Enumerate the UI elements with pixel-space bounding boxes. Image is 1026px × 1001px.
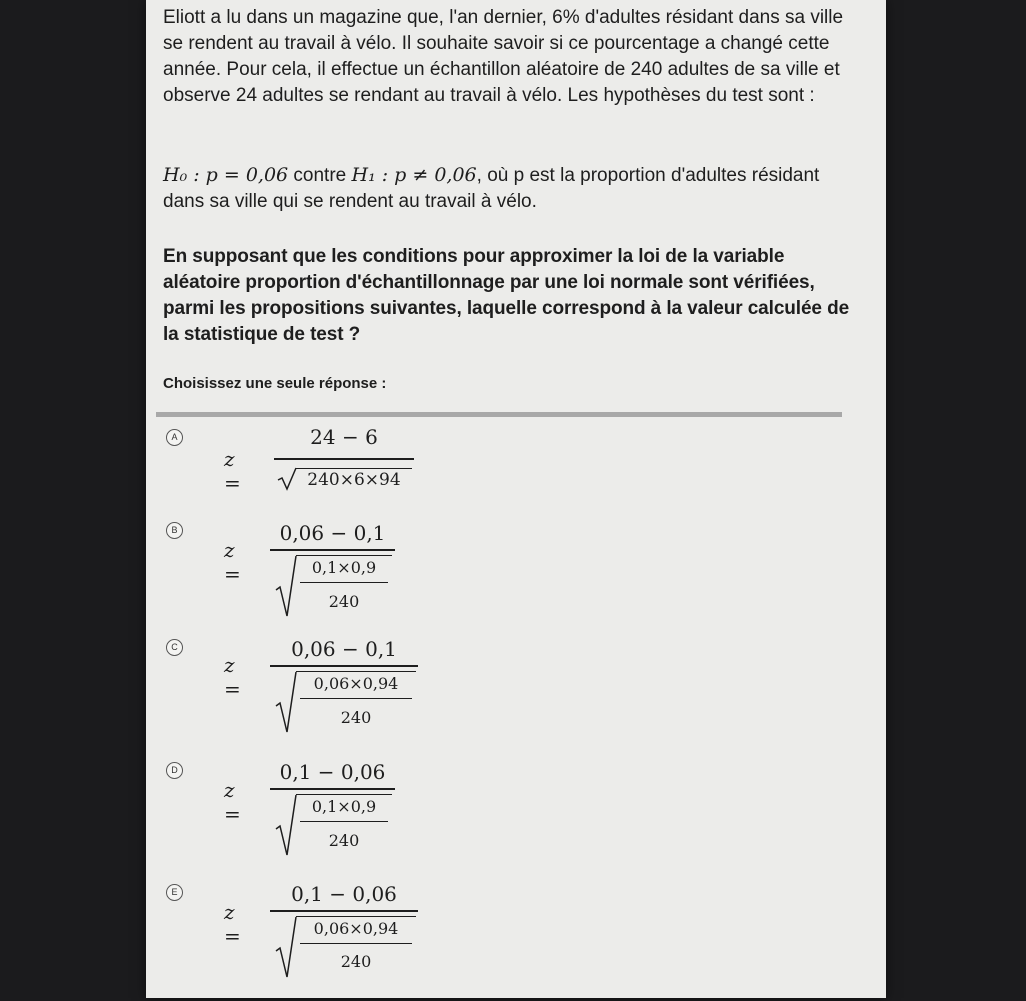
hypothesis-description: , où p est la proportion d'adultes résidant dans sa ville qui se rendent au travail à vélo.: [163, 165, 820, 212]
fraction-bar: [270, 549, 395, 551]
inner-den-b: 240: [328, 592, 360, 611]
inner-num-b: 0,1×0,9: [311, 558, 377, 577]
numerator-e: 0,1 − 0,06: [291, 882, 397, 906]
radio-a[interactable]: A: [166, 429, 183, 446]
sqrt-bar: [296, 916, 416, 917]
radio-c[interactable]: C: [166, 639, 183, 656]
z-label: z =: [224, 900, 241, 948]
contre-text: contre: [288, 165, 352, 186]
inner-num-e: 0,06×0,94: [313, 919, 399, 938]
hypotheses: [163, 162, 863, 215]
h1-hypothesis: H₁ : p ≠ 0,06: [351, 164, 477, 186]
question-text: En supposant que les conditions pour approximer la loi de la variable aléatoire proportion d'échantillonnage par une loi normale sont vérifiées, parmi les propositions suivantes, laquelle correspond à la valeur calculée de la statistique de test ?: [163, 246, 850, 345]
inner-fraction-bar: [300, 821, 388, 822]
inner-den-e: 240: [340, 952, 372, 971]
h0-hypothesis: H₀ : p = 0,06: [163, 164, 289, 186]
option-a[interactable]: [166, 425, 566, 525]
option-b[interactable]: [166, 518, 566, 618]
inner-den-c: 240: [340, 708, 372, 727]
z-label: z =: [224, 538, 241, 586]
divider: [156, 412, 842, 417]
quiz-page: [146, 0, 886, 998]
numerator-d: 0,1 − 0,06: [279, 760, 386, 784]
numerator-a: 24 − 6: [310, 425, 378, 449]
radio-e[interactable]: E: [166, 884, 183, 901]
option-c[interactable]: [166, 635, 566, 735]
sqrt-bar: [296, 555, 392, 556]
inner-den-d: 240: [328, 831, 360, 850]
option-d[interactable]: [166, 758, 566, 858]
radio-b[interactable]: B: [166, 522, 183, 539]
fraction-bar: [270, 788, 395, 790]
fraction-bar: [270, 910, 418, 912]
numerator-b: 0,06 − 0,1: [279, 521, 386, 545]
z-label: z =: [224, 778, 241, 826]
fraction-bar: [274, 458, 414, 460]
z-label: z =: [224, 447, 241, 495]
sqrt-bar: [296, 468, 412, 469]
inner-num-c: 0,06×0,94: [313, 674, 399, 693]
radio-d[interactable]: D: [166, 762, 183, 779]
problem-intro: Eliott a lu dans un magazine que, l'an dernier, 6% d'adultes résidant dans sa ville se rendent au travail à vélo. Il souhaite savoir si ce pourcentage a changé cette année. Pour cela, il effectue un échantillon aléatoire de 240 adultes de sa ville et observe 24 adultes se rendant au travail à vélo. Les hypothèses du test sont :: [163, 7, 844, 106]
fraction-bar: [270, 665, 418, 667]
inner-num-d: 0,1×0,9: [311, 797, 377, 816]
inner-fraction-bar: [300, 582, 388, 583]
z-label: z =: [224, 653, 241, 701]
option-e[interactable]: [166, 880, 566, 980]
sqrt-bar: [296, 671, 416, 672]
inner-fraction-bar: [300, 698, 412, 699]
numerator-c: 0,06 − 0,1: [291, 637, 397, 661]
radicand-a: 240×6×94: [307, 470, 401, 490]
sqrt-bar: [296, 794, 392, 795]
inner-fraction-bar: [300, 943, 412, 944]
choose-label: Choisissez une seule réponse :: [163, 375, 387, 392]
